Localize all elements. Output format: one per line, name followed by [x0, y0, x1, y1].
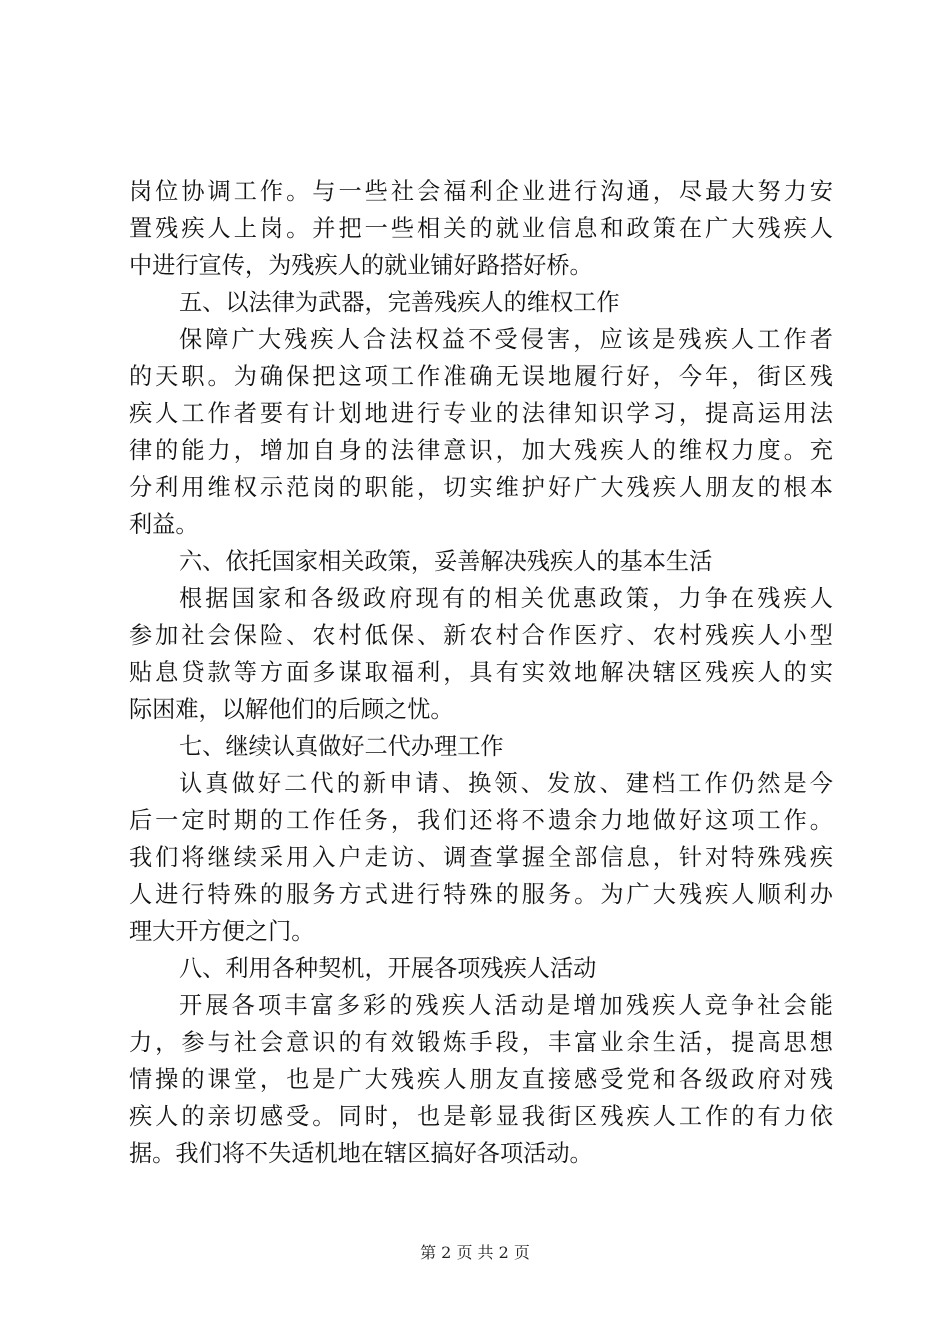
text-line: 据。我们将不失适机地在辖区搞好各项活动。	[129, 1140, 593, 1167]
text-line: 疾人工作者要有计划地进行专业的法律知识学习，提高运用法	[129, 400, 833, 427]
text-line: 认真做好二代的新申请、换领、发放、建档工作仍然是今	[179, 770, 833, 797]
text-line: 后一定时期的工作任务，我们还将不遗余力地做好这项工作。	[129, 807, 833, 834]
text-line: 利益。	[129, 511, 199, 538]
text-line: 中进行宣传，为残疾人的就业铺好路搭好桥。	[129, 252, 593, 279]
text-line: 五、以法律为武器，完善残疾人的维权工作	[179, 289, 620, 316]
text-line: 理大开方便之门。	[129, 918, 315, 945]
text-line: 分利用维权示范岗的职能，切实维护好广大残疾人朋友的根本	[129, 474, 833, 501]
text-line: 人进行特殊的服务方式进行特殊的服务。为广大残疾人顺利办	[129, 881, 833, 908]
page-footer: 第 2 页 共 2 页	[420, 1243, 530, 1262]
document-body	[129, 173, 833, 1172]
text-line: 六、依托国家相关政策，妥善解决残疾人的基本生活	[179, 548, 713, 575]
text-line: 开展各项丰富多彩的残疾人活动是增加残疾人竞争社会能	[179, 992, 833, 1019]
text-line: 力，参与社会意识的有效锻炼手段，丰富业余生活，提高思想	[129, 1029, 833, 1056]
text-line: 际困难，以解他们的后顾之忧。	[129, 696, 454, 723]
text-line: 八、利用各种契机，开展各项残疾人活动	[179, 955, 597, 982]
text-line: 岗位协调工作。与一些社会福利企业进行沟通，尽最大努力安	[129, 178, 833, 205]
text-line: 的天职。为确保把这项工作准确无误地履行好，今年，街区残	[129, 363, 833, 390]
text-line: 保障广大残疾人合法权益不受侵害，应该是残疾人工作者	[179, 326, 833, 353]
text-line: 我们将继续采用入户走访、调查掌握全部信息，针对特殊残疾	[129, 844, 833, 871]
text-line: 情操的课堂，也是广大残疾人朋友直接感受党和各级政府对残	[129, 1066, 833, 1093]
text-line: 律的能力，增加自身的法律意识，加大残疾人的维权力度。充	[129, 437, 833, 464]
text-line: 疾人的亲切感受。同时，也是彰显我街区残疾人工作的有力依	[129, 1103, 833, 1130]
text-line: 根据国家和各级政府现有的相关优惠政策，力争在残疾人	[179, 585, 833, 612]
text-line: 参加社会保险、农村低保、新农村合作医疗、农村残疾人小型	[129, 622, 833, 649]
text-line: 七、继续认真做好二代办理工作	[179, 733, 504, 760]
text-line: 置残疾人上岗。并把一些相关的就业信息和政策在广大残疾人	[129, 215, 833, 242]
text-line: 贴息贷款等方面多谋取福利，具有实效地解决辖区残疾人的实	[129, 659, 833, 686]
